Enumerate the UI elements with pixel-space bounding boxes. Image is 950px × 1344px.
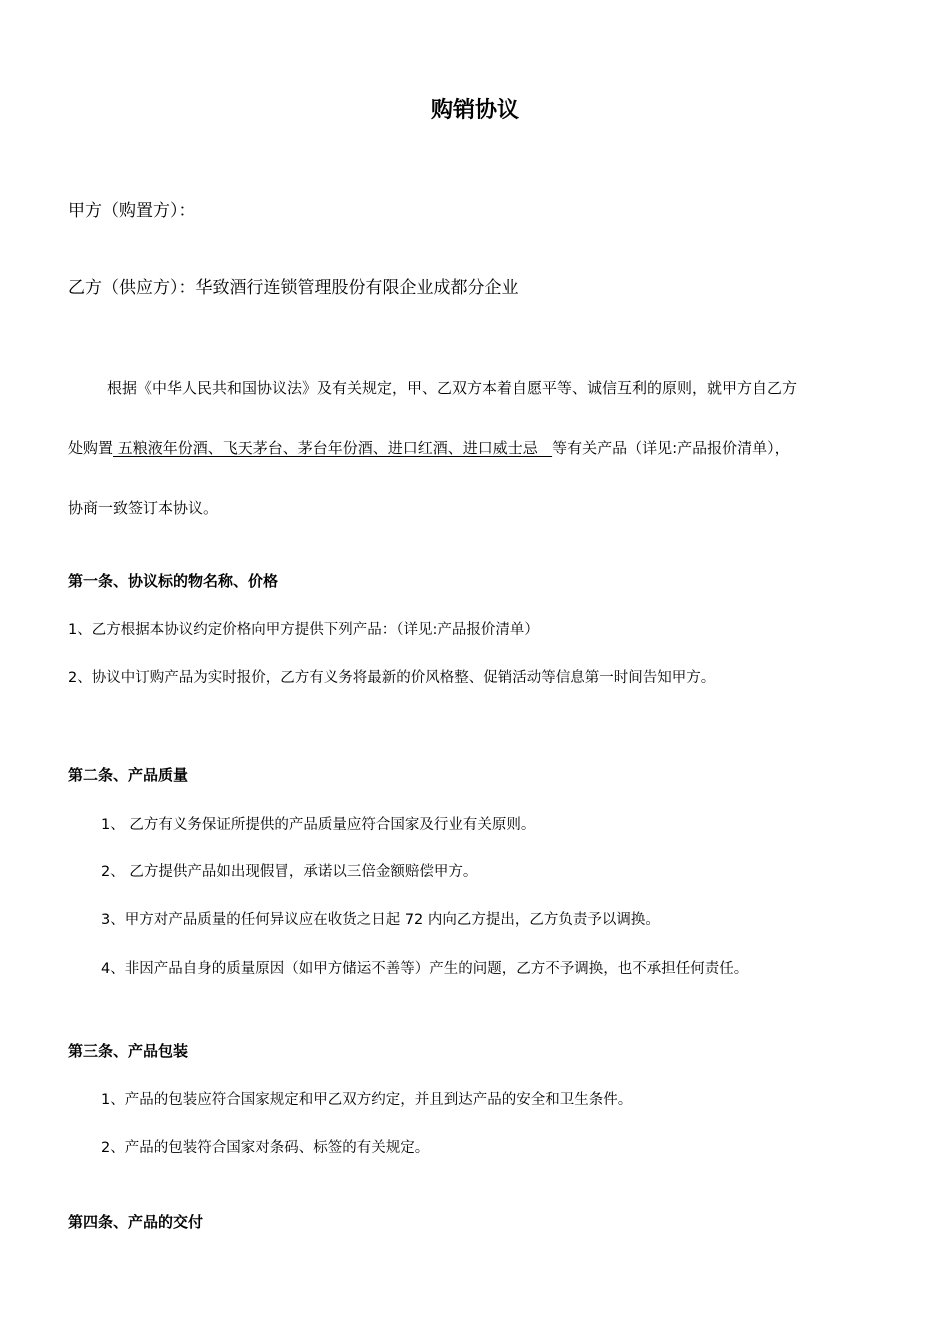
intro-prefix: 处购置 bbox=[68, 439, 114, 457]
section-3-item-2: 2、产品的包装符合国家对条码、标签的有关规定。 bbox=[101, 1140, 430, 1156]
party-b-label: 乙方（供应方）： bbox=[68, 278, 196, 298]
party-b-line bbox=[68, 276, 519, 300]
intro-line-1: 根据《中华人民共和国协议法》及有关规定，甲、乙双方本着自愿平等、诚信互利的原则，就甲方自乙方 bbox=[107, 379, 798, 397]
intro-line-2 bbox=[68, 437, 790, 459]
party-b-name: 华致酒行连锁管理股份有限企业成都分企业 bbox=[195, 278, 519, 298]
section-3-heading: 第三条、产品包装 bbox=[68, 1042, 189, 1060]
section-1-item-1: 1、乙方根据本协议约定价格向甲方提供下列产品：（详见:产品报价清单） bbox=[68, 622, 539, 638]
section-2-item-3: 3、甲方对产品质量的任何异议应在收货之日起 72 内向乙方提出，乙方负责予以调换。 bbox=[101, 912, 660, 928]
section-2-item-4: 4、非因产品自身的质量原因（如甲方储运不善等）产生的问题，乙方不予调换，也不承担任何责任。 bbox=[101, 961, 749, 977]
section-2-heading: 第二条、产品质量 bbox=[68, 766, 189, 784]
party-a-line: 甲方（购置方）： bbox=[68, 201, 196, 221]
intro-line-3: 协商一致签订本协议。 bbox=[68, 499, 219, 517]
section-2-item-2: 2、 乙方提供产品如出现假冒，承诺以三倍金额赔偿甲方。 bbox=[101, 864, 478, 880]
section-1-item-2: 2、协议中订购产品为实时报价，乙方有义务将最新的价风格整、促销活动等信息第一时间告知甲方。 bbox=[68, 670, 716, 686]
section-3-item-1: 1、产品的包装应符合国家规定和甲乙双方约定，并且到达产品的安全和卫生条件。 bbox=[101, 1092, 633, 1108]
section-4-heading: 第四条、产品的交付 bbox=[68, 1213, 204, 1231]
document-title: 购销协议 bbox=[430, 98, 519, 123]
section-1-heading: 第一条、协议标的物名称、价格 bbox=[68, 572, 279, 590]
section-2-item-1: 1、 乙方有义务保证所提供的产品质量应符合国家及行业有关原则。 bbox=[101, 817, 536, 833]
product-list-underlined: 五粮液年份酒、飞天茅台、茅台年份酒、进口红酒、进口威士忌 bbox=[113, 439, 553, 457]
intro-suffix: 等有关产品（详见:产品报价清单）， bbox=[552, 439, 790, 457]
